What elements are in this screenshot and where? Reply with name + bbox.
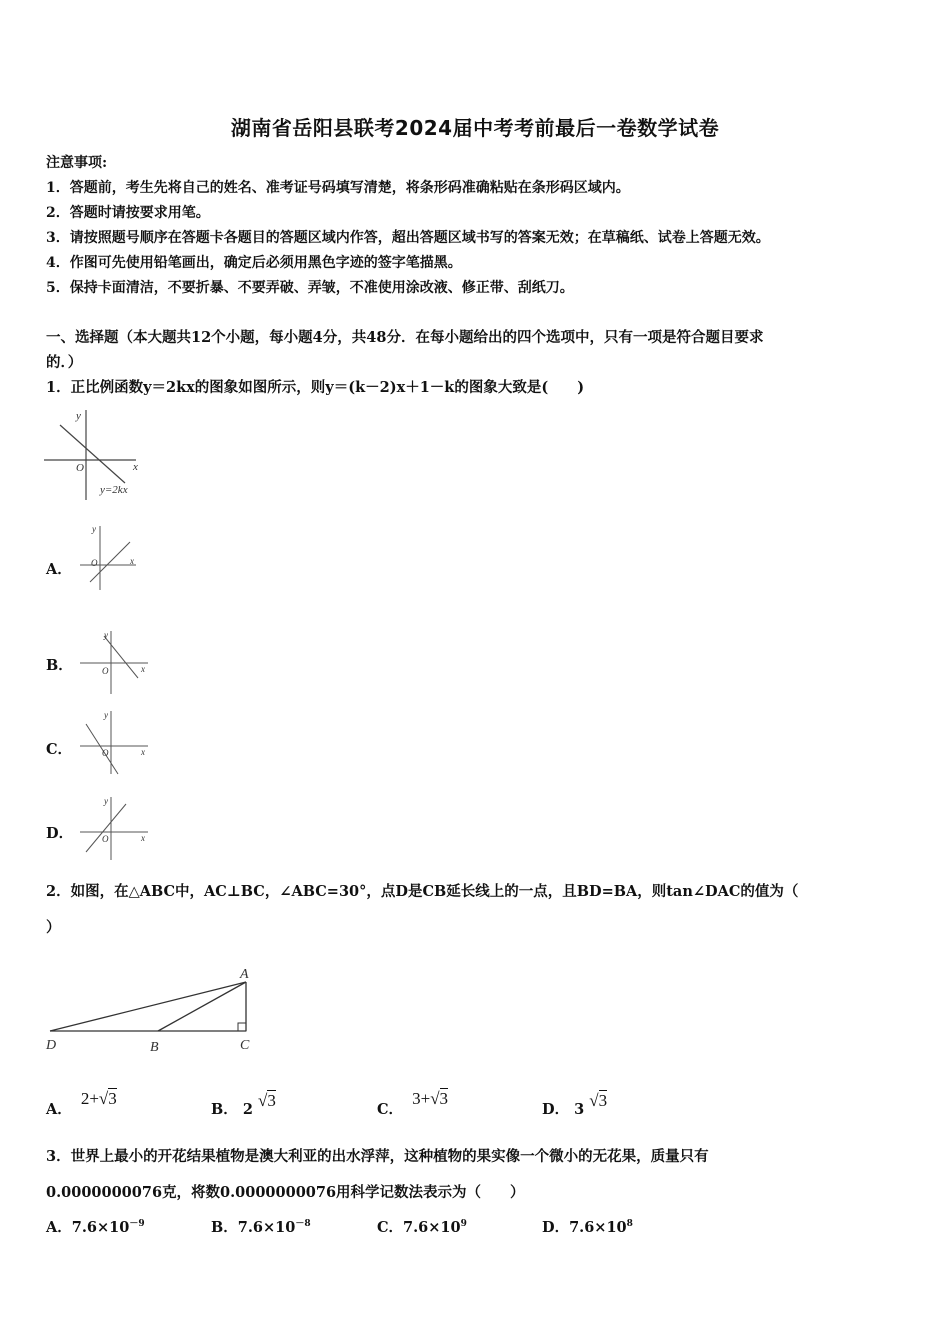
question-3-text-cont: 0.0000000076克，将数0.0000000076用科学记数法表示为（ ） [46, 1184, 525, 1201]
svg-text:O: O [102, 666, 109, 676]
notice-item: 2．答题时请按要求用笔。 [46, 205, 210, 221]
y-label: y [76, 410, 81, 422]
svg-text:O: O [102, 748, 109, 758]
q3-option-d: D．$7.6\times 10^8$ [542, 1219, 633, 1236]
q1-option-d-graph [78, 794, 153, 864]
question-1-text: 1．正比例函数y＝2kx的图象如图所示，则y＝(k－2)x＋1－k的图象大致是( ) [46, 379, 585, 396]
point-a-label: A [240, 967, 249, 982]
q2-option-b: B． 2 √3 [211, 1091, 276, 1118]
graph-line [60, 425, 125, 483]
svg-text:x: x [141, 747, 145, 757]
origin-label: O [76, 462, 84, 474]
curve-label: y=2kx [100, 484, 128, 496]
q1-option-b-graph [78, 628, 153, 698]
q1-option-b-label: B． [46, 657, 73, 674]
svg-text:y: y [104, 710, 108, 720]
svg-text:y: y [104, 630, 108, 640]
svg-text:x: x [141, 664, 145, 674]
notice-item: 4．作图可先使用铅笔画出，确定后必须用黑色字迹的签字笔描黑。 [46, 255, 462, 271]
notice-item: 1．答题前，考生先将自己的姓名、准考证号码填写清楚，将条形码准确粘贴在条形码区域内。 [46, 180, 630, 196]
svg-text:O: O [91, 558, 98, 568]
question-3-text: 3．世界上最小的开花结果植物是澳大利亚的出水浮萍，这种植物的果实像一个微小的无花果，质量只有 [46, 1148, 709, 1165]
section-heading: 一、选择题（本大题共12个小题，每小题4分，共48分．在每小题给出的四个选项中，只有一项是符合题目要求 [46, 329, 764, 346]
svg-text:x: x [141, 833, 145, 843]
q1-option-a-label: A． [46, 561, 72, 578]
question-2-text: 2．如图，在△ABC中，AC⊥BC，∠ABC=30°，点D是CB延长线上的一点，且BD=BA，则tan∠DAC的值为（ [46, 883, 799, 900]
section-heading-cont: 的．） [46, 354, 83, 371]
notice-item: 5．保持卡面清洁，不要折暴、不要弄破、弄皱，不准使用涂改液、修正带、刮纸刀。 [46, 280, 574, 296]
point-c-label: C [240, 1038, 250, 1053]
q2-option-a: A． 2+√3 [46, 1089, 117, 1118]
segment-ba [158, 982, 246, 1031]
page-title: 湖南省岳阳县联考2024届中考考前最后一卷数学试卷 [230, 116, 720, 140]
q1-option-c-graph [78, 708, 153, 778]
q3-option-a: A．$7.6\times 10^{-9}$ [46, 1219, 145, 1236]
svg-text:O: O [102, 834, 109, 844]
q3-option-c: C．$7.6\times 10^9$ [377, 1219, 467, 1236]
q3-option-b: B．$7.6\times 10^{-8}$ [211, 1219, 311, 1236]
svg-text:x: x [130, 556, 134, 566]
q2-triangle-figure [40, 962, 270, 1057]
svg-text:y: y [104, 796, 108, 806]
point-d-label: D [46, 1038, 57, 1053]
q2-option-d: D． 3 √3 [542, 1091, 608, 1118]
x-label: x [133, 461, 138, 473]
q1-option-d-label: D． [46, 825, 74, 842]
q1-option-a-graph [78, 520, 143, 595]
q1-main-graph [40, 405, 150, 500]
point-b-label: B [150, 1040, 159, 1055]
q2-option-c: C． 3+√3 [377, 1089, 449, 1118]
notice-item: 3．请按照题号顺序在答题卡各题目的答题区域内作答，超出答题区域书写的答案无效；在草稿纸、试卷上答题无效。 [46, 230, 770, 246]
segment-da [50, 982, 246, 1031]
right-angle-mark [238, 1023, 246, 1031]
question-2-text-cont: ） [46, 919, 61, 936]
q1-option-c-label: C． [46, 741, 73, 758]
svg-text:y: y [92, 524, 96, 534]
notice-heading: 注意事项: [46, 155, 108, 171]
